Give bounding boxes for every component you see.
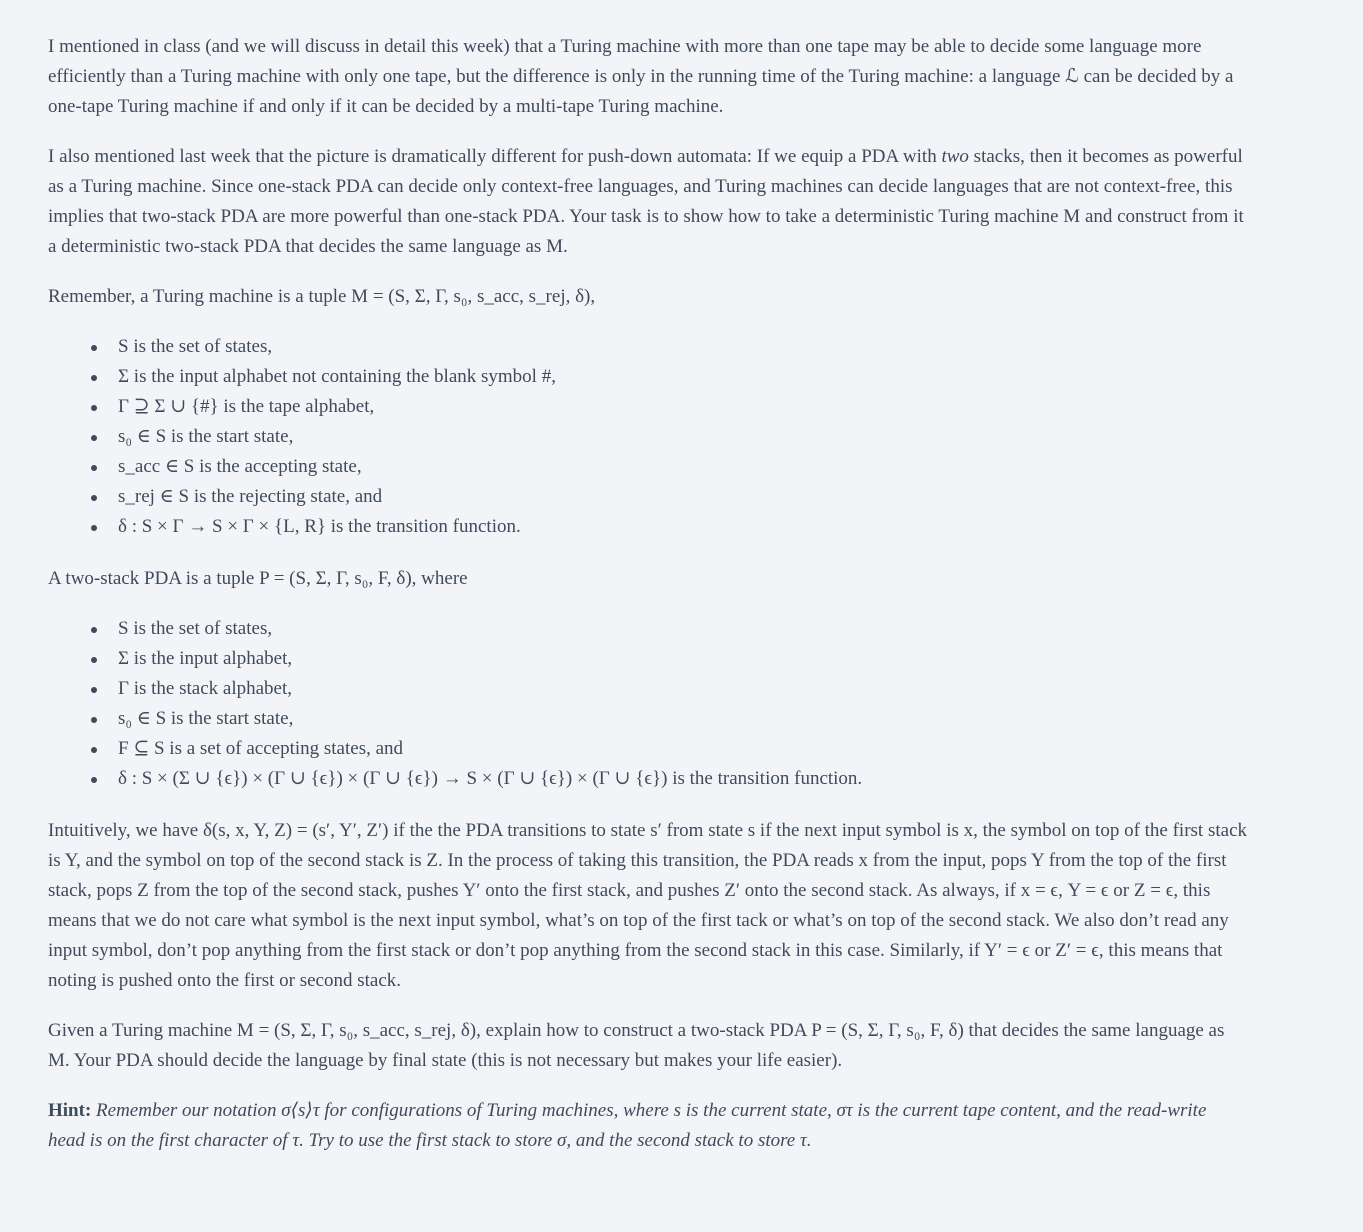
list-item: s_rej ∈ S is the rejecting state, and — [118, 482, 1248, 512]
paragraph-transition-intuition: Intuitively, we have δ(s, x, Y, Z) = (s′, Y′, Z′) if the the PDA transitions to state s′ from state s if the next input symbol is x, the symbol on top of the first stack is Y, and the symbol on top of the second stack is Z. In the process of taking this transition, the PDA reads x from the input, pops Y from the top of the first stack, pops Z from the top of the second stack, pushes Y′ onto the first stack, and pushes Z′ onto the second stack. As always, if x = ϵ, Y = ϵ or Z = ϵ, this means that we do not care what symbol is the next input symbol, what’s on top of the first tack or what’s on top of the second stack. We also don’t read any input symbol, don’t pop anything from the first stack or don’t pop anything from the second stack in this case. Similarly, if Y′ = ϵ or Z′ = ϵ, this means that noting is pushed onto the first or second stack. — [48, 820, 1248, 991]
p2-text-b: stacks, then it becomes as powerful as a Turing machine. Since one-stack PDA can decide only context-free languages, and Turing machines can decide languages that are not context-free, this implies that two-stack PDA are more powerful than one-stack PDA. Your task is to show how to take a deterministic Turing machine M and construct from it a deterministic two-stack PDA that decides the same language as M. — [48, 146, 1244, 257]
list-item: δ : S × (Σ ∪ {ϵ}) × (Γ ∪ {ϵ}) × (Γ ∪ {ϵ}) → S × (Γ ∪ {ϵ}) × (Γ ∪ {ϵ}) is the transition function. — [118, 764, 1248, 794]
document-body — [48, 32, 1248, 1176]
list-item: Γ is the stack alphabet, — [118, 674, 1248, 704]
tm-components-list — [48, 332, 1248, 542]
list-item: s₀ ∈ S is the start state, — [118, 704, 1248, 734]
paragraph-hint — [48, 1096, 1248, 1156]
p2-text-a: I also mentioned last week that the picture is dramatically different for push-down automata: If we equip a PDA with — [48, 146, 942, 167]
paragraph-pda-definition: A two-stack PDA is a tuple P = (S, Σ, Γ, s₀, F, δ), where — [48, 568, 468, 589]
hint-text: Remember our notation σ⟨s⟩τ for configurations of Turing machines, where s is the current state, στ is the current tape content, and the read-write head is on the first character of τ. Try to use the first stack to store σ, and the second stack to store τ. — [48, 1100, 1207, 1151]
list-item: Σ is the input alphabet not containing the blank symbol #, — [118, 362, 1248, 392]
list-item: S is the set of states, — [118, 332, 1248, 362]
paragraph-two-stack-motivation — [48, 142, 1248, 262]
hint-label: Hint: — [48, 1100, 92, 1121]
pda-components-list — [48, 614, 1248, 794]
list-item: S is the set of states, — [118, 614, 1248, 644]
list-item: Γ ⊇ Σ ∪ {#} is the tape alphabet, — [118, 392, 1248, 422]
p2-emphasis: two — [941, 146, 969, 167]
list-item: δ : S × Γ → S × Γ × {L, R} is the transition function. — [118, 512, 1248, 542]
list-item: s₀ ∈ S is the start state, — [118, 422, 1248, 452]
paragraph-intro: I mentioned in class (and we will discuss in detail this week) that a Turing machine with more than one tape may be able to decide some language more efficiently than a Turing machine with only one tape, but the difference is only in the running time of the Turing machine: a language ℒ can be decided by a one-tape Turing machine if and only if it can be decided by a multi-tape Turing machine. — [48, 36, 1234, 117]
list-item: s_acc ∈ S is the accepting state, — [118, 452, 1248, 482]
list-item: Σ is the input alphabet, — [118, 644, 1248, 674]
list-item: F ⊆ S is a set of accepting states, and — [118, 734, 1248, 764]
paragraph-task: Given a Turing machine M = (S, Σ, Γ, s₀, s_acc, s_rej, δ), explain how to construct a two-stack PDA P = (S, Σ, Γ, s₀, F, δ) that decides the same language as M. Your PDA should decide the language by final state (this is not necessary but makes your life easier). — [48, 1020, 1225, 1071]
paragraph-tm-definition: Remember, a Turing machine is a tuple M = (S, Σ, Γ, s₀, s_acc, s_rej, δ), — [48, 286, 596, 307]
